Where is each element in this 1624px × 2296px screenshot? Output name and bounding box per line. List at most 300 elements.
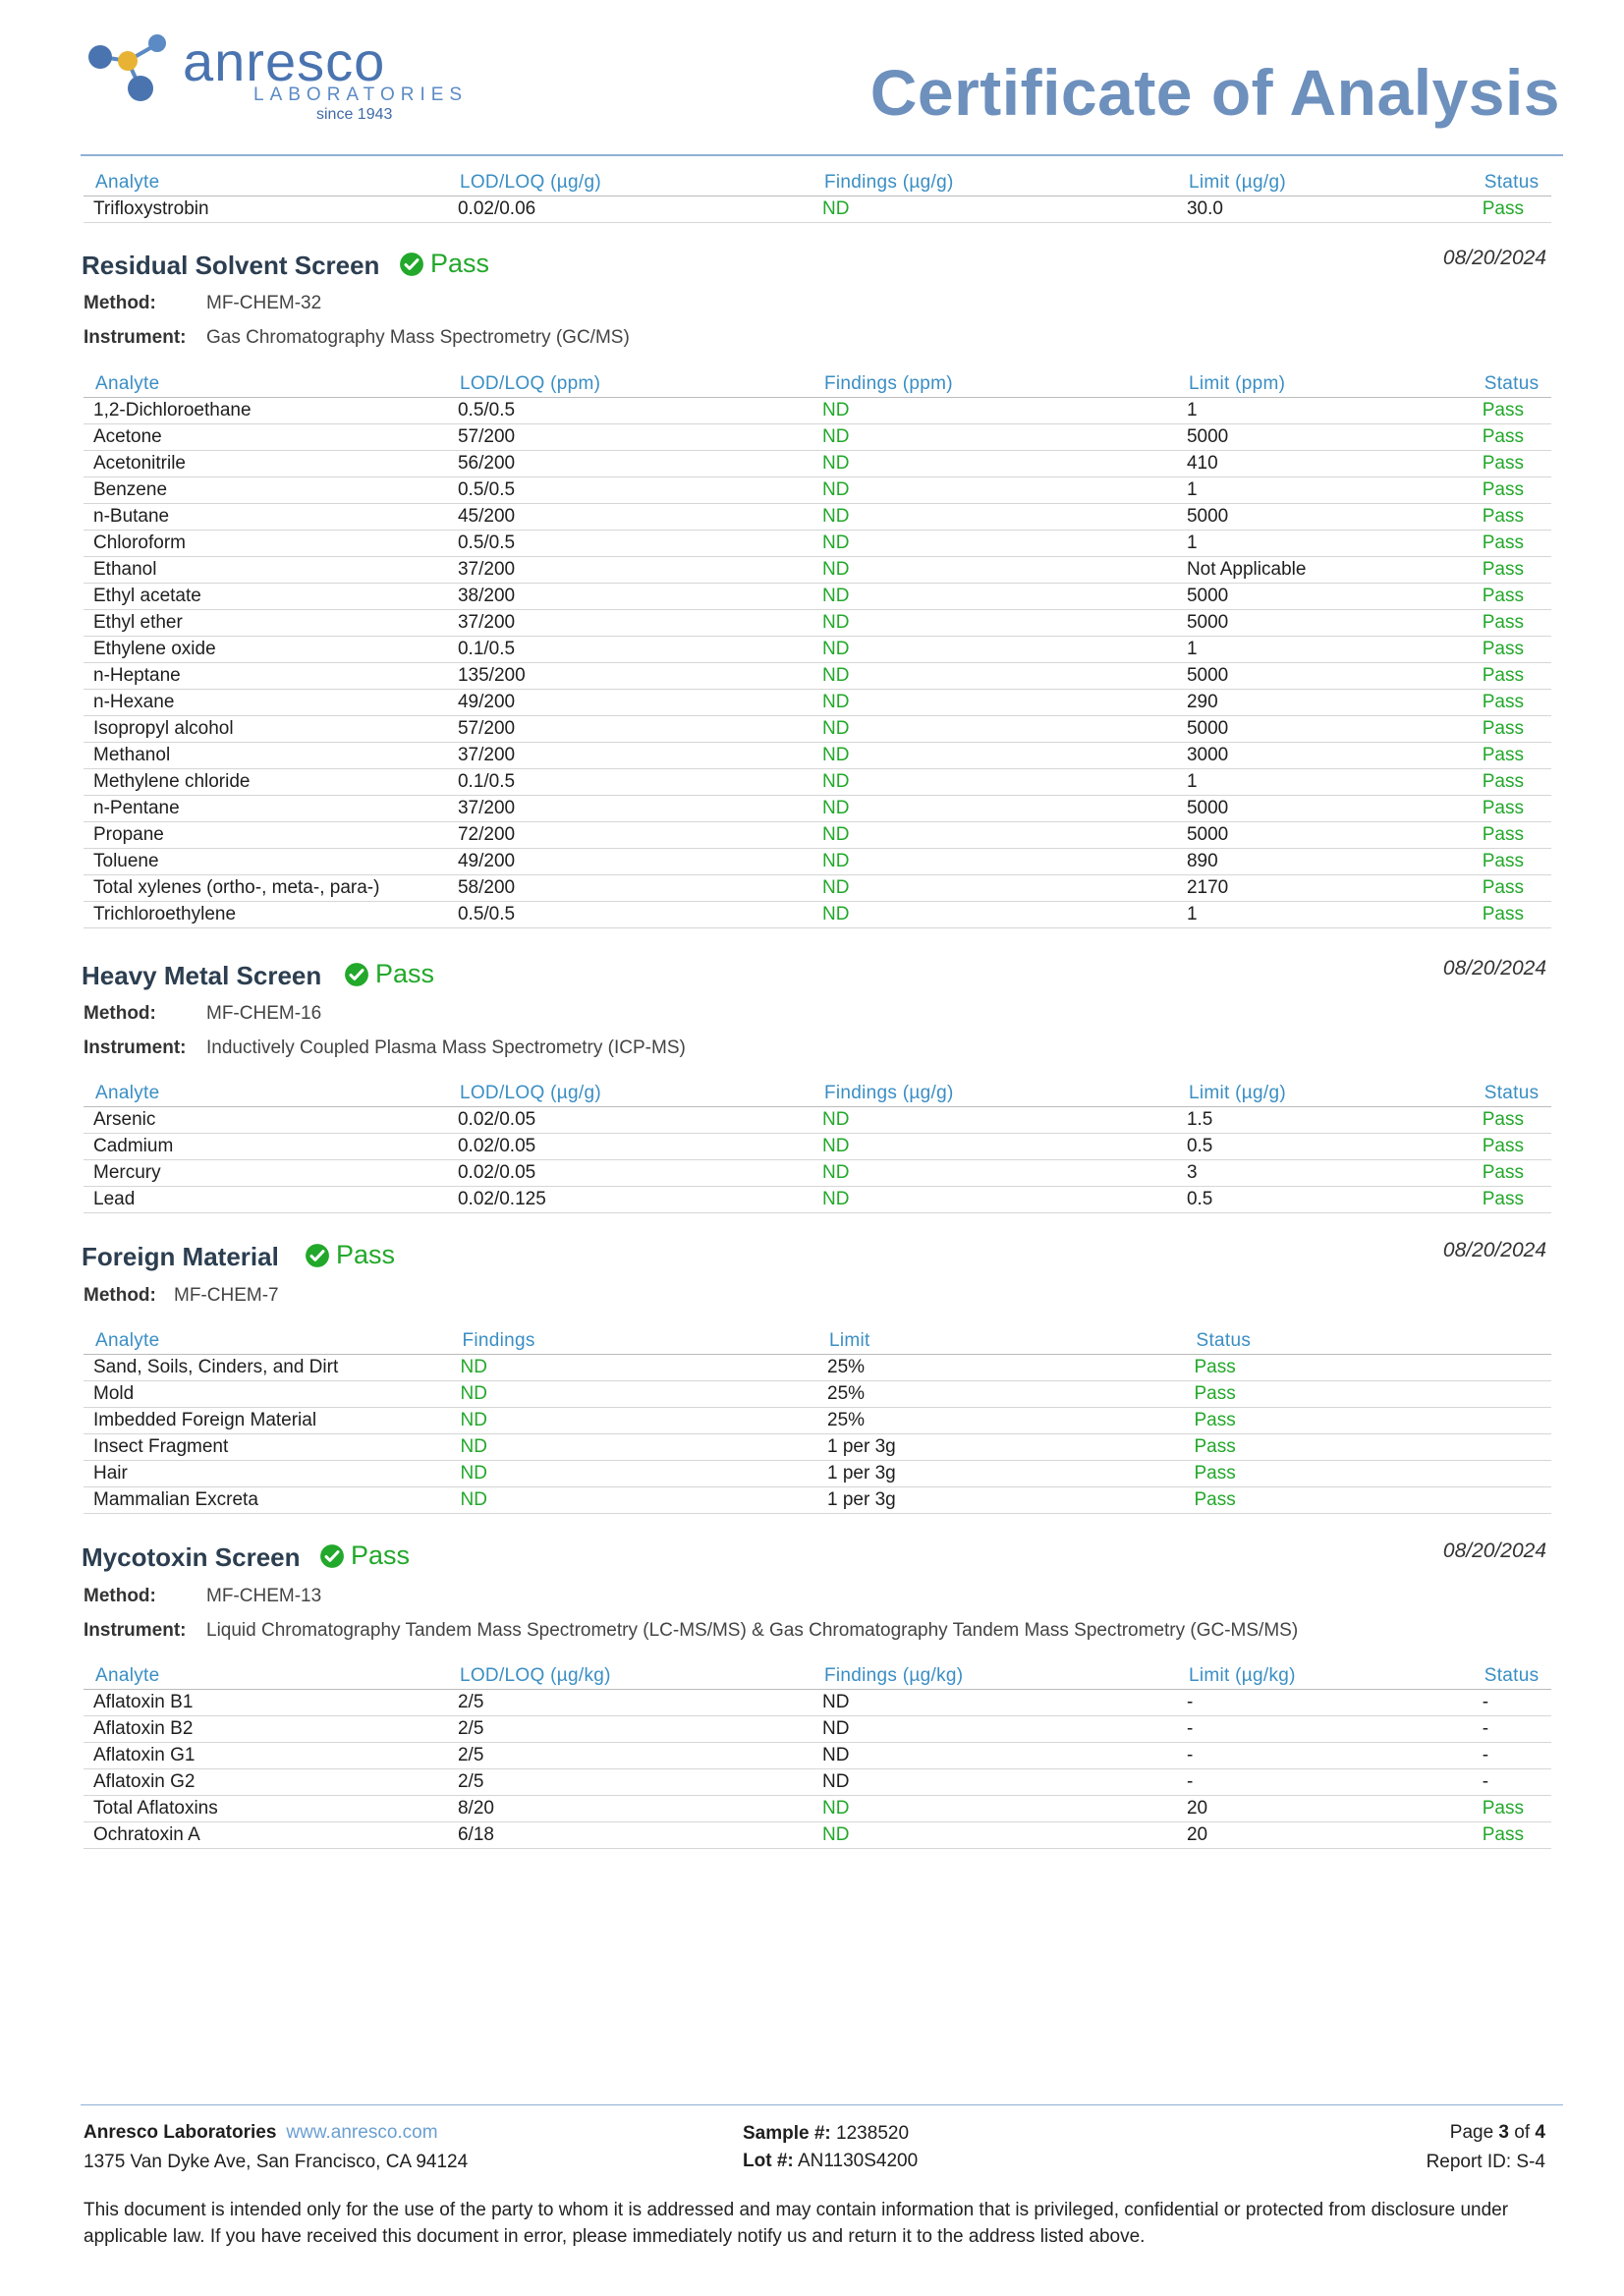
value-cell: Pass — [1473, 716, 1551, 743]
value-cell: 5000 — [1177, 822, 1473, 849]
table-row — [84, 1160, 1551, 1187]
table-header-row — [84, 1328, 1551, 1355]
table-row — [84, 1690, 1551, 1716]
analyte-cell: Sand, Soils, Cinders, and Dirt — [84, 1355, 451, 1381]
value-cell: 0.02/0.125 — [448, 1187, 812, 1213]
company-name: Anresco Laboratories — [84, 2122, 277, 2143]
analyte-cell: Imbedded Foreign Material — [84, 1408, 451, 1434]
method-row — [84, 1003, 322, 1025]
analyte-cell: Cadmium — [84, 1134, 448, 1160]
analyte-cell: Aflatoxin B2 — [84, 1716, 448, 1743]
value-cell: 1 — [1177, 902, 1473, 928]
value-cell: 56/200 — [448, 451, 812, 477]
value-cell: Pass — [1473, 398, 1551, 424]
section-date: 08/20/2024 — [1442, 957, 1546, 980]
value-cell: Pass — [1473, 875, 1551, 902]
value-cell: 0.1/0.5 — [448, 769, 812, 796]
table-header-row — [84, 1663, 1551, 1690]
analyte-cell: Mold — [84, 1381, 451, 1408]
company-website-link[interactable]: www.anresco.com — [286, 2122, 438, 2143]
col-lod-loq: LOD/LOQ (ppm) — [448, 371, 812, 398]
col-analyte: Analyte — [84, 371, 448, 398]
value-cell: Pass — [1473, 849, 1551, 875]
value-cell: Pass — [1185, 1434, 1552, 1461]
sample-number: 1238520 — [836, 2123, 910, 2144]
value-cell: 20 — [1177, 1822, 1473, 1849]
value-cell: 58/200 — [448, 875, 812, 902]
table-row — [84, 196, 1551, 223]
analyte-cell: Toluene — [84, 849, 448, 875]
value-cell: Pass — [1473, 1822, 1551, 1849]
value-cell: 2/5 — [448, 1716, 812, 1743]
table-row — [84, 1461, 1551, 1487]
value-cell: ND — [812, 557, 1177, 584]
value-cell: ND — [812, 769, 1177, 796]
method-value: MF-CHEM-32 — [206, 293, 322, 313]
value-cell: - — [1177, 1743, 1473, 1769]
table-row — [84, 1187, 1551, 1213]
heavy-metal-table — [84, 1081, 1551, 1213]
section-date: 08/20/2024 — [1442, 1540, 1546, 1562]
value-cell: 37/200 — [448, 610, 812, 637]
table-row — [84, 690, 1551, 716]
value-cell: 0.5 — [1177, 1187, 1473, 1213]
col-analyte: Analyte — [84, 1328, 451, 1355]
value-cell: ND — [812, 451, 1177, 477]
analyte-cell: Methylene chloride — [84, 769, 448, 796]
value-cell: Pass — [1473, 637, 1551, 663]
value-cell: 2/5 — [448, 1743, 812, 1769]
disclaimer-text: This document is intended only for the use of the party to whom it is addressed and may contain information that is privileged, confidential or protected from disclosure under applicable law. If you have received this document in error, please immediately notify us and return it to the address listed above. — [84, 2200, 1509, 2247]
table-row — [84, 849, 1551, 875]
col-limit: Limit — [817, 1328, 1185, 1355]
value-cell: 72/200 — [448, 822, 812, 849]
analyte-cell: Lead — [84, 1187, 448, 1213]
value-cell: Pass — [1473, 1160, 1551, 1187]
value-cell: 410 — [1177, 451, 1473, 477]
value-cell: ND — [812, 1769, 1177, 1796]
document-title: Certificate of Analysis — [869, 56, 1560, 129]
header-divider — [81, 154, 1563, 156]
status-label: Pass — [430, 249, 490, 278]
table-row — [84, 477, 1551, 504]
table-row — [84, 531, 1551, 557]
value-cell: 30.0 — [1177, 196, 1473, 223]
method-value: MF-CHEM-7 — [174, 1285, 279, 1306]
value-cell: ND — [812, 584, 1177, 610]
value-cell: 25% — [817, 1355, 1185, 1381]
table-row — [84, 1355, 1551, 1381]
value-cell: 49/200 — [448, 849, 812, 875]
value-cell: 5000 — [1177, 716, 1473, 743]
page-prefix: Page — [1449, 2122, 1494, 2143]
analyte-cell: Ethanol — [84, 557, 448, 584]
value-cell: 37/200 — [448, 796, 812, 822]
value-cell: 57/200 — [448, 716, 812, 743]
col-findings: Findings (µg/g) — [812, 170, 1177, 196]
value-cell: 2/5 — [448, 1690, 812, 1716]
section-title-foreign-material: Foreign Material — [82, 1242, 279, 1271]
analyte-cell: n-Pentane — [84, 796, 448, 822]
analyte-cell: Trifloxystrobin — [84, 196, 448, 223]
table-row — [84, 451, 1551, 477]
analyte-cell: Mammalian Excreta — [84, 1487, 451, 1514]
table-header-row — [84, 371, 1551, 398]
table-row — [84, 1716, 1551, 1743]
instrument-label: Instrument: — [84, 327, 187, 348]
analyte-cell: Propane — [84, 822, 448, 849]
table-row — [84, 584, 1551, 610]
foreign-material-table — [84, 1328, 1551, 1514]
status-badge — [305, 1240, 395, 1270]
status-label: Pass — [375, 959, 435, 988]
method-row — [84, 293, 322, 314]
value-cell: ND — [812, 902, 1177, 928]
method-label: Method: — [84, 1285, 156, 1306]
instrument-label: Instrument: — [84, 1037, 187, 1058]
value-cell: Pass — [1473, 822, 1551, 849]
analyte-cell: Chloroform — [84, 531, 448, 557]
value-cell: 20 — [1177, 1796, 1473, 1822]
status-label: Pass — [351, 1540, 411, 1570]
method-label: Method: — [84, 1003, 156, 1024]
col-analyte: Analyte — [84, 170, 448, 196]
value-cell: Pass — [1473, 1107, 1551, 1134]
col-limit: Limit (µg/g) — [1177, 1081, 1473, 1107]
check-circle-icon — [305, 1243, 330, 1268]
value-cell: ND — [812, 743, 1177, 769]
instrument-value: Liquid Chromatography Tandem Mass Spectrometry (LC-MS/MS) & Gas Chromatography Tandem Mass Spectrometry (GC-MS/MS) — [206, 1620, 1299, 1641]
value-cell: 0.5/0.5 — [448, 902, 812, 928]
value-cell: ND — [451, 1355, 818, 1381]
value-cell: ND — [812, 531, 1177, 557]
footer-divider — [81, 2104, 1563, 2105]
section-title-heavy-metal: Heavy Metal Screen — [82, 961, 322, 990]
value-cell: Pass — [1473, 196, 1551, 223]
value-cell: ND — [812, 196, 1177, 223]
value-cell: Pass — [1473, 557, 1551, 584]
lot-number: AN1130S4200 — [797, 2151, 919, 2171]
value-cell: 6/18 — [448, 1822, 812, 1849]
col-status: Status — [1473, 1081, 1551, 1107]
value-cell: 1 per 3g — [817, 1487, 1185, 1514]
analyte-cell: Ethyl ether — [84, 610, 448, 637]
analyte-cell: n-Heptane — [84, 663, 448, 690]
value-cell: Pass — [1473, 531, 1551, 557]
value-cell: 45/200 — [448, 504, 812, 531]
value-cell: Pass — [1473, 504, 1551, 531]
value-cell: Pass — [1473, 1187, 1551, 1213]
col-analyte: Analyte — [84, 1081, 448, 1107]
value-cell: 5000 — [1177, 663, 1473, 690]
table-row — [84, 1434, 1551, 1461]
value-cell: ND — [812, 1690, 1177, 1716]
value-cell: 0.02/0.05 — [448, 1107, 812, 1134]
table-header-row — [84, 170, 1551, 196]
value-cell: - — [1177, 1716, 1473, 1743]
sample-label: Sample #: — [743, 2123, 831, 2144]
value-cell: ND — [812, 1187, 1177, 1213]
analyte-cell: Ochratoxin A — [84, 1822, 448, 1849]
analyte-cell: n-Hexane — [84, 690, 448, 716]
table-row — [84, 1769, 1551, 1796]
method-label: Method: — [84, 293, 156, 313]
col-findings: Findings (µg/g) — [812, 1081, 1177, 1107]
lot-label: Lot #: — [743, 2151, 794, 2171]
col-analyte: Analyte — [84, 1663, 448, 1690]
value-cell: Pass — [1473, 424, 1551, 451]
value-cell: 3000 — [1177, 743, 1473, 769]
value-cell: 8/20 — [448, 1796, 812, 1822]
value-cell: Pass — [1473, 1796, 1551, 1822]
value-cell: 890 — [1177, 849, 1473, 875]
table-row — [84, 822, 1551, 849]
method-row — [84, 1586, 322, 1607]
value-cell: 0.5/0.5 — [448, 531, 812, 557]
value-cell: 1 — [1177, 769, 1473, 796]
check-circle-icon — [399, 252, 424, 277]
analyte-cell: Acetonitrile — [84, 451, 448, 477]
value-cell: - — [1177, 1769, 1473, 1796]
col-status: Status — [1185, 1328, 1552, 1355]
value-cell: ND — [812, 716, 1177, 743]
value-cell: 5000 — [1177, 504, 1473, 531]
analyte-cell: Arsenic — [84, 1107, 448, 1134]
value-cell: 0.1/0.5 — [448, 637, 812, 663]
company-logo — [84, 29, 469, 138]
analyte-cell: Methanol — [84, 743, 448, 769]
footer-sample-info — [743, 2120, 918, 2175]
analyte-cell: Total xylenes (ortho-, meta-, para-) — [84, 875, 448, 902]
value-cell: Pass — [1473, 663, 1551, 690]
table-row — [84, 875, 1551, 902]
table-row — [84, 1408, 1551, 1434]
analyte-cell: Acetone — [84, 424, 448, 451]
value-cell: ND — [812, 398, 1177, 424]
table-row — [84, 424, 1551, 451]
value-cell: Pass — [1185, 1381, 1552, 1408]
table-row — [84, 1487, 1551, 1514]
table-row — [84, 743, 1551, 769]
value-cell: 38/200 — [448, 584, 812, 610]
analyte-cell: Benzene — [84, 477, 448, 504]
value-cell: 1 — [1177, 477, 1473, 504]
col-limit: Limit (ppm) — [1177, 371, 1473, 398]
value-cell: - — [1177, 1690, 1473, 1716]
value-cell: ND — [812, 822, 1177, 849]
value-cell: 2/5 — [448, 1769, 812, 1796]
value-cell: 5000 — [1177, 584, 1473, 610]
value-cell: 25% — [817, 1381, 1185, 1408]
table-header-row — [84, 1081, 1551, 1107]
value-cell: - — [1473, 1690, 1551, 1716]
value-cell: 5000 — [1177, 610, 1473, 637]
value-cell: ND — [451, 1434, 818, 1461]
table-row — [84, 504, 1551, 531]
value-cell: 1.5 — [1177, 1107, 1473, 1134]
col-findings: Findings (µg/kg) — [812, 1663, 1177, 1690]
value-cell: Pass — [1473, 690, 1551, 716]
value-cell: - — [1473, 1769, 1551, 1796]
value-cell: Pass — [1185, 1408, 1552, 1434]
value-cell: Not Applicable — [1177, 557, 1473, 584]
value-cell: ND — [812, 1107, 1177, 1134]
page-current: 3 — [1498, 2122, 1509, 2143]
value-cell: ND — [451, 1461, 818, 1487]
value-cell: ND — [812, 610, 1177, 637]
instrument-value: Gas Chromatography Mass Spectrometry (GC/MS) — [206, 327, 630, 348]
value-cell: 57/200 — [448, 424, 812, 451]
value-cell: 1 — [1177, 398, 1473, 424]
table-row — [84, 1743, 1551, 1769]
value-cell: ND — [812, 504, 1177, 531]
status-badge — [319, 1540, 410, 1571]
page-of: of — [1514, 2122, 1531, 2143]
molecule-logo-icon — [84, 29, 193, 108]
check-circle-icon — [344, 962, 369, 987]
section-title-mycotoxin: Mycotoxin Screen — [82, 1542, 301, 1572]
instrument-row — [84, 1037, 686, 1059]
analyte-cell: Insect Fragment — [84, 1434, 451, 1461]
value-cell: 135/200 — [448, 663, 812, 690]
value-cell: 37/200 — [448, 743, 812, 769]
value-cell: ND — [812, 1160, 1177, 1187]
check-circle-icon — [319, 1543, 345, 1569]
footer-company — [84, 2118, 468, 2177]
analyte-cell: Ethylene oxide — [84, 637, 448, 663]
value-cell: 0.02/0.05 — [448, 1160, 812, 1187]
table-row — [84, 557, 1551, 584]
value-cell: 49/200 — [448, 690, 812, 716]
table-row — [84, 1381, 1551, 1408]
col-findings: Findings — [451, 1328, 818, 1355]
value-cell: 0.5/0.5 — [448, 477, 812, 504]
value-cell: 5000 — [1177, 424, 1473, 451]
value-cell: ND — [812, 690, 1177, 716]
col-status: Status — [1473, 371, 1551, 398]
logo-since: since 1943 — [316, 106, 393, 123]
analyte-cell: Aflatoxin G2 — [84, 1769, 448, 1796]
value-cell: 3 — [1177, 1160, 1473, 1187]
status-badge — [344, 959, 434, 989]
table-row — [84, 1796, 1551, 1822]
table-row — [84, 1134, 1551, 1160]
table-row — [84, 1107, 1551, 1134]
col-lod-loq: LOD/LOQ (µg/g) — [448, 170, 812, 196]
instrument-row — [84, 1620, 1299, 1642]
value-cell: ND — [451, 1487, 818, 1514]
value-cell: ND — [812, 1822, 1177, 1849]
value-cell: Pass — [1473, 451, 1551, 477]
logo-laboratories: LABORATORIES — [253, 84, 469, 105]
value-cell: ND — [812, 1716, 1177, 1743]
value-cell: 0.5/0.5 — [448, 398, 812, 424]
status-label: Pass — [336, 1240, 396, 1269]
analyte-cell: Aflatoxin G1 — [84, 1743, 448, 1769]
value-cell: Pass — [1473, 769, 1551, 796]
report-id: Report ID: S-4 — [1426, 2152, 1545, 2172]
value-cell: Pass — [1473, 796, 1551, 822]
value-cell: Pass — [1473, 584, 1551, 610]
value-cell: Pass — [1473, 743, 1551, 769]
value-cell: ND — [812, 637, 1177, 663]
col-limit: Limit (µg/g) — [1177, 170, 1473, 196]
value-cell: Pass — [1473, 902, 1551, 928]
value-cell: 1 per 3g — [817, 1461, 1185, 1487]
analyte-cell: Ethyl acetate — [84, 584, 448, 610]
instrument-row — [84, 327, 630, 349]
value-cell: Pass — [1185, 1461, 1552, 1487]
value-cell: Pass — [1473, 1134, 1551, 1160]
value-cell: ND — [812, 1743, 1177, 1769]
value-cell: ND — [812, 1134, 1177, 1160]
value-cell: - — [1473, 1716, 1551, 1743]
method-row — [84, 1285, 279, 1307]
page-total: 4 — [1535, 2122, 1545, 2143]
instrument-value: Inductively Coupled Plasma Mass Spectrometry (ICP-MS) — [206, 1037, 686, 1058]
section-date: 08/20/2024 — [1442, 1239, 1546, 1261]
residual-solvent-table — [84, 371, 1551, 928]
value-cell: ND — [451, 1381, 818, 1408]
value-cell: 1 — [1177, 531, 1473, 557]
value-cell: 2170 — [1177, 875, 1473, 902]
value-cell: Pass — [1185, 1487, 1552, 1514]
value-cell: 25% — [817, 1408, 1185, 1434]
analyte-cell: Total Aflatoxins — [84, 1796, 448, 1822]
method-value: MF-CHEM-16 — [206, 1003, 322, 1024]
table-row — [84, 1822, 1551, 1849]
col-lod-loq: LOD/LOQ (µg/g) — [448, 1081, 812, 1107]
method-label: Method: — [84, 1586, 156, 1606]
value-cell: 0.5 — [1177, 1134, 1473, 1160]
value-cell: 37/200 — [448, 557, 812, 584]
analyte-cell: Aflatoxin B1 — [84, 1690, 448, 1716]
table-row — [84, 610, 1551, 637]
instrument-label: Instrument: — [84, 1620, 187, 1641]
table-row — [84, 637, 1551, 663]
table-row — [84, 769, 1551, 796]
value-cell: ND — [812, 424, 1177, 451]
value-cell: Pass — [1185, 1355, 1552, 1381]
value-cell: Pass — [1473, 610, 1551, 637]
analyte-cell: n-Butane — [84, 504, 448, 531]
value-cell: 0.02/0.05 — [448, 1134, 812, 1160]
value-cell: ND — [451, 1408, 818, 1434]
value-cell: 1 — [1177, 637, 1473, 663]
value-cell: - — [1473, 1743, 1551, 1769]
analyte-cell: Trichloroethylene — [84, 902, 448, 928]
logo-wordmark: anresco — [183, 30, 386, 92]
value-cell: Pass — [1473, 477, 1551, 504]
section-date: 08/20/2024 — [1442, 247, 1546, 269]
analyte-cell: Isopropyl alcohol — [84, 716, 448, 743]
value-cell: 0.02/0.06 — [448, 196, 812, 223]
status-badge — [399, 249, 489, 279]
analyte-cell: Hair — [84, 1461, 451, 1487]
value-cell: ND — [812, 663, 1177, 690]
value-cell: 290 — [1177, 690, 1473, 716]
value-cell: ND — [812, 849, 1177, 875]
analyte-cell: 1,2-Dichloroethane — [84, 398, 448, 424]
value-cell: 5000 — [1177, 796, 1473, 822]
col-limit: Limit (µg/kg) — [1177, 1663, 1473, 1690]
table-row — [84, 796, 1551, 822]
section-title-residual-solvent: Residual Solvent Screen — [82, 251, 380, 280]
value-cell: ND — [812, 796, 1177, 822]
col-status: Status — [1473, 170, 1551, 196]
col-findings: Findings (ppm) — [812, 371, 1177, 398]
value-cell: ND — [812, 875, 1177, 902]
